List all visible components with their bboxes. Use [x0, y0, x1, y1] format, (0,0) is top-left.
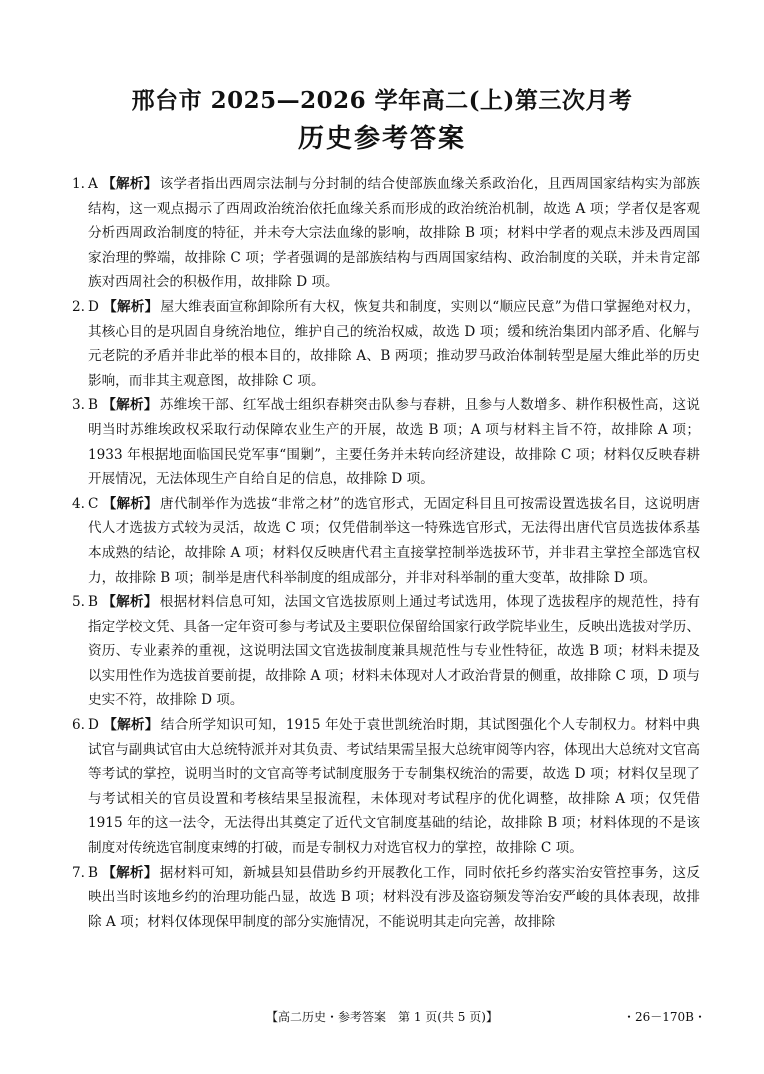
answer-letter: B: [88, 594, 98, 611]
question-number: 6.: [72, 717, 85, 734]
footer-code: ・26－170B・: [623, 1010, 706, 1024]
page-footer: [0, 1008, 764, 1032]
answer-item-4: [72, 492, 700, 590]
answer-item-1: [72, 172, 700, 295]
answer-item-5: [72, 590, 700, 713]
answer-letter: B: [88, 397, 98, 414]
answer-letter: A: [88, 176, 98, 192]
analysis-tag: 【解析】: [102, 495, 159, 512]
question-number: 5.: [72, 594, 85, 611]
answer-item-7: [72, 861, 700, 935]
question-number: 3.: [72, 397, 85, 414]
analysis-tag: 【解析】: [102, 717, 159, 734]
question-number: 7.: [72, 864, 85, 881]
answer-letter: D: [88, 298, 99, 315]
footer-page-info: 【高二历史・参考答案 第 1 页(共 5 页)】: [266, 1010, 498, 1024]
answer-letter: C: [88, 495, 99, 512]
answer-item-6: [72, 713, 700, 861]
question-number: 1.: [72, 176, 85, 192]
exam-title: 邢台市 2025—2026 学年高二(上)第三次月考: [131, 87, 633, 114]
analysis-tag: 【解析】: [102, 397, 158, 414]
answer-item-2: [72, 295, 700, 393]
analysis-tag: 【解析】: [102, 864, 158, 881]
analysis-tag: 【解析】: [102, 298, 159, 315]
answer-letter: D: [88, 717, 99, 734]
analysis-text: 屋大维表面宣称卸除所有大权，恢复共和制度，实则以“顺应民意”为借口掌握绝对权力，其核心目的是巩固自身统治地位，维护自己的统治权威，故选 D 项；缓和统治集团内部矛盾、化解与元老院的矛盾并非此举的根本目的，故排除 A、B 两项；推动罗马政治体制转型是屋大维此举的历史影响，而非其主观意图，故排除 C 项。: [88, 298, 700, 389]
analysis-text: 苏维埃干部、红军战士组织春耕突击队参与春耕，且参与人数增多、耕作积极性高，这说明当时苏维埃政权采取行动保障农业生产的开展，故选 B 项；A 项与材料主旨不符，故排除 A 项；1933 年根据地面临国民党军事“围剿”，主要任务并未转向经济建设，故排除 C 项；材料仅反映春耕开展情况，无法体现生产自给自足的信息，故排除 D 项。: [88, 397, 701, 488]
analysis-text: 唐代制举作为选拔“非常之材”的选官形式，无固定科目且可按需设置选拔名目，这说明唐代人才选拔方式较为灵活，故选 C 项；仅凭借制举这一特殊选官形式，无法得出唐代官员选拔体系基本成熟的结论，故排除 A 项；材料仅反映唐代君主直接掌控制举选拔环节，并非君主掌控全部选官权力，故排除 B 项；制举是唐代科举制度的组成部分，并非对科举制的重大变革，故排除 D 项。: [88, 495, 701, 586]
analysis-text: 结合所学知识可知，1915 年处于袁世凯统治时期，其试图强化个人专制权力。材料中典试官与副典试官由大总统特派并对其负责、考试结果需呈报大总统审阅等内容，体现出大总统对文官高等考试的掌控，说明当时的文官高等考试制度服务于专制集权统治的需要，故选 D 项；材料仅呈现了与考试相关的官员设置和考核结果呈报流程，未体现对考试程序的优化调整，故排除 A 项；仅凭借 1915 年的这一法令，无法得出其奠定了近代文官制度基础的结论，故排除 B 项；材料体现的不是该制度对传统选官制度束缚的打破，而是专制权力对选官权力的掌控，故排除 C 项。: [88, 717, 700, 857]
answer-letter: B: [88, 864, 98, 881]
answer-item-3: [72, 393, 700, 491]
analysis-text: 据材料可知，新城县知县借助乡约开展教化工作，同时依托乡约落实治安管控事务，这反映出当时该地乡约的治理功能凸显，故选 B 项；材料没有涉及盗窃频发等治安严峻的具体表现，故排除 A 项；材料仅体现保甲制度的部分实施情况，不能说明其走向完善，故排除: [88, 864, 701, 930]
answer-list: [72, 172, 700, 934]
analysis-text: 根据材料信息可知，法国文官选拔原则上通过考试选用，体现了选拔程序的规范性，持有指定学校文凭、具备一定年资可参与考试及主要职位保留给国家行政学院毕业生，反映出选拔对学历、资历、专业素养的重视，这说明法国文官选拔制度兼具规范性与专业性特征，故选 B 项；材料未提及以实用性作为选拔首要前提，故排除 A 项；材料未体现对人才政治背景的侧重，故排除 C 项，D 项与史实不符，故排除 D 项。: [88, 594, 701, 709]
analysis-tag: 【解析】: [101, 176, 158, 192]
analysis-text: 该学者指出西周宗法制与分封制的结合使部族血缘关系政治化，且西周国家结构实为部族结构，这一观点揭示了西周政治统治依托血缘关系而形成的政治统治机制，故选 A 项；学者仅是客观分析西周政治制度的特征，并未夸大宗法血缘的影响，故排除 B 项；材料中学者的观点未涉及西周国家治理的弊端，故排除 C 项；学者强调的是部族结构与西周国家结构、政治制度的关联，并未肯定部族对西周社会的积极作用，故排除 D 项。: [88, 176, 701, 291]
question-number: 4.: [72, 495, 85, 512]
answer-key-title: 历史参考答案: [297, 124, 466, 154]
question-number: 2.: [72, 298, 85, 315]
analysis-tag: 【解析】: [102, 594, 158, 611]
